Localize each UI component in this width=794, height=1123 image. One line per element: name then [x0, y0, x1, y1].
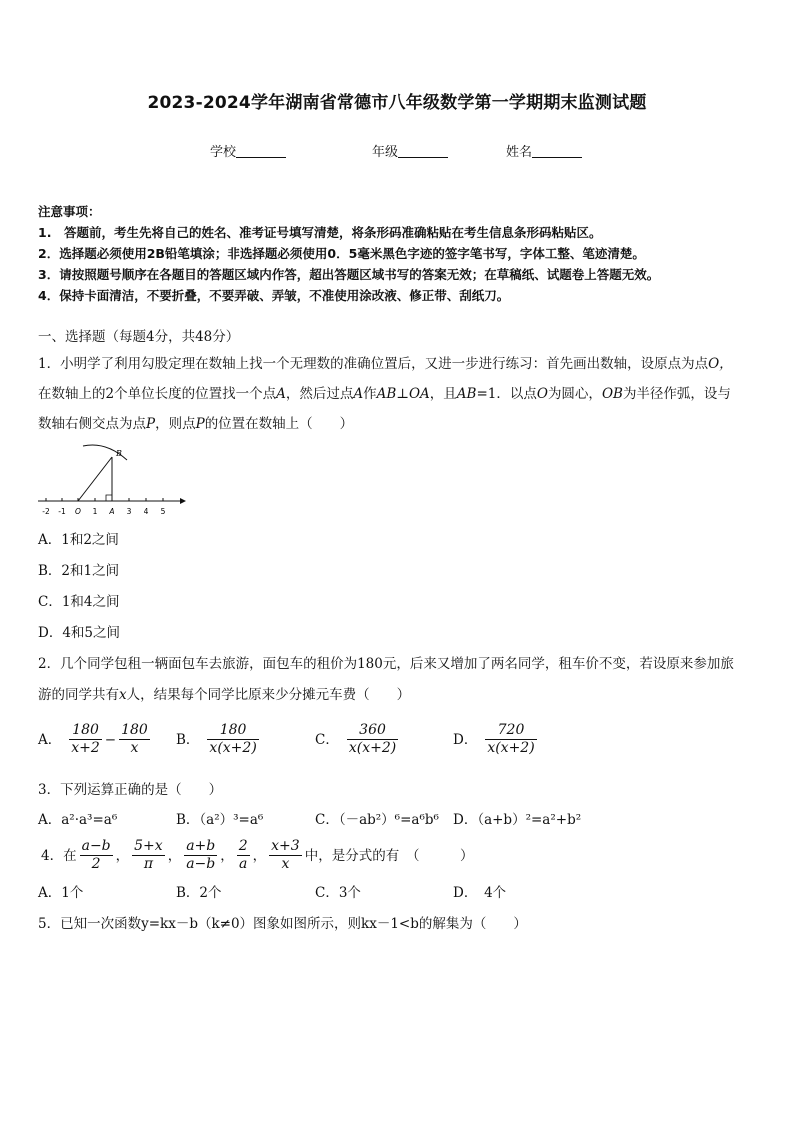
question-3-stem: 3．下列运算正确的是（ ） — [38, 782, 223, 798]
page-title: 2023-2024学年湖南省常德市八年级数学第一学期期末监测试题 — [147, 93, 647, 113]
question-4-stem: 4．在 $\frac{a-b}{2}$ ， $\frac{5+x}{\pi}$ ， $\frac{a+b}{a-b}$ ， $\frac{2}{a}$ ， $\frac{x+3}{x}$ 中，是分式的有 （ ） — [41, 838, 474, 872]
grade-label: 年级 — [372, 145, 399, 160]
question-5-stem: 5．已知一次函数y=kx－b（k≠0）图象如图所示，则kx－1<b的解集为（ ） — [38, 916, 527, 932]
axis-arrow-icon — [180, 498, 186, 504]
tick-label: 1 — [92, 507, 98, 516]
point-b-label: B — [116, 449, 122, 458]
question-1-option-c[interactable]: C．1和4之间 — [38, 594, 120, 610]
tick-label: O — [75, 507, 81, 516]
question-2-line-1: 2．几个同学包租一辆面包车去旅游，面包车的租价为180元，后来又增加了两名同学，租车价不变，若设原来参加旅 — [38, 656, 734, 672]
tick-label: -1 — [58, 507, 66, 516]
grade-field[interactable] — [372, 141, 448, 160]
school-label: 学校 — [210, 145, 237, 160]
question-2-option-d[interactable]: D． $\frac{720}{x(x+2)}$ — [453, 722, 535, 756]
notice-item: 1. 答题前，考生先将自己的姓名、准考证号填写清楚，将条形码准确粘贴在考生信息条形码粘贴区。 — [38, 225, 602, 240]
question-3-option-b[interactable]: B．（a²）³=a⁶ — [176, 812, 264, 828]
tick-label: -2 — [42, 507, 50, 516]
question-1-line-1: 1．小明学了利用勾股定理在数轴上找一个无理数的准确位置后，又进一步进行练习：首先画出数轴，设原点为点O， — [38, 356, 733, 372]
question-2-line-2: 游的同学共有x人，结果每个同学比原来少分摊元车费（ ） — [38, 687, 411, 703]
question-4-option-c[interactable]: C．3个 — [315, 885, 361, 901]
tick-label: 4 — [143, 507, 149, 516]
question-1-option-a[interactable]: A．1和2之间 — [38, 532, 119, 548]
question-3-option-d[interactable]: D．（a+b）²=a²+b² — [453, 812, 582, 828]
grade-blank[interactable] — [398, 145, 448, 158]
tick-label: 5 — [160, 507, 166, 516]
question-4-option-d[interactable]: D． 4个 — [453, 885, 507, 901]
name-label: 姓名 — [506, 145, 533, 160]
question-3-option-a[interactable]: A．a²·a³=a⁶ — [38, 812, 118, 828]
question-1-option-d[interactable]: D．4和5之间 — [38, 625, 121, 641]
name-blank[interactable] — [532, 145, 582, 158]
number-line-figure — [36, 440, 186, 518]
question-1-line-3: 数轴右侧交点为点P，则点P的位置在数轴上（ ） — [38, 416, 354, 432]
question-2-option-c[interactable]: C． $\frac{360}{x(x+2)}$ — [315, 722, 397, 756]
tick-label: A — [109, 507, 115, 516]
question-2-option-a[interactable]: A． $\frac{180}{x+2}$ − $\frac{180}{x}$ — [38, 722, 148, 756]
tick-label: 3 — [126, 507, 132, 516]
name-field[interactable] — [506, 141, 582, 160]
question-4-option-a[interactable]: A．1个 — [38, 885, 84, 901]
notice-item: 3．请按照题号顺序在各题目的答题区域内作答，超出答题区域书写的答案无效；在草稿纸、试题卷上答题无效。 — [38, 267, 660, 282]
question-1-line-2: 在数轴上的2个单位长度的位置找一个点A，然后过点A作AB⊥OA，且AB=1．以点O为圆心，OB为半径作弧，设与 — [38, 386, 731, 402]
question-3-option-c[interactable]: C．（－ab²）⁶=a⁶b⁶ — [315, 812, 439, 828]
question-2-option-b[interactable]: B． $\frac{180}{x(x+2)}$ — [176, 722, 257, 756]
right-angle-mark — [106, 495, 112, 501]
section-heading: 一、选择题（每题4分，共48分） — [38, 329, 240, 345]
question-1-option-b[interactable]: B．2和1之间 — [38, 563, 120, 579]
segment-ob — [78, 457, 112, 501]
notice-heading: 注意事项： — [38, 204, 101, 219]
school-blank[interactable] — [236, 145, 286, 158]
notice-item: 2．选择题必须使用2B铅笔填涂；非选择题必须使用0．5毫米黑色字迹的签字笔书写，字体工整、笔迹清楚。 — [38, 246, 645, 261]
question-4-option-b[interactable]: B．2个 — [176, 885, 222, 901]
school-field[interactable] — [210, 141, 286, 160]
notice-item: 4．保持卡面清洁，不要折叠，不要弄破、弄皱，不准使用涂改液、修正带、刮纸刀。 — [38, 288, 510, 303]
